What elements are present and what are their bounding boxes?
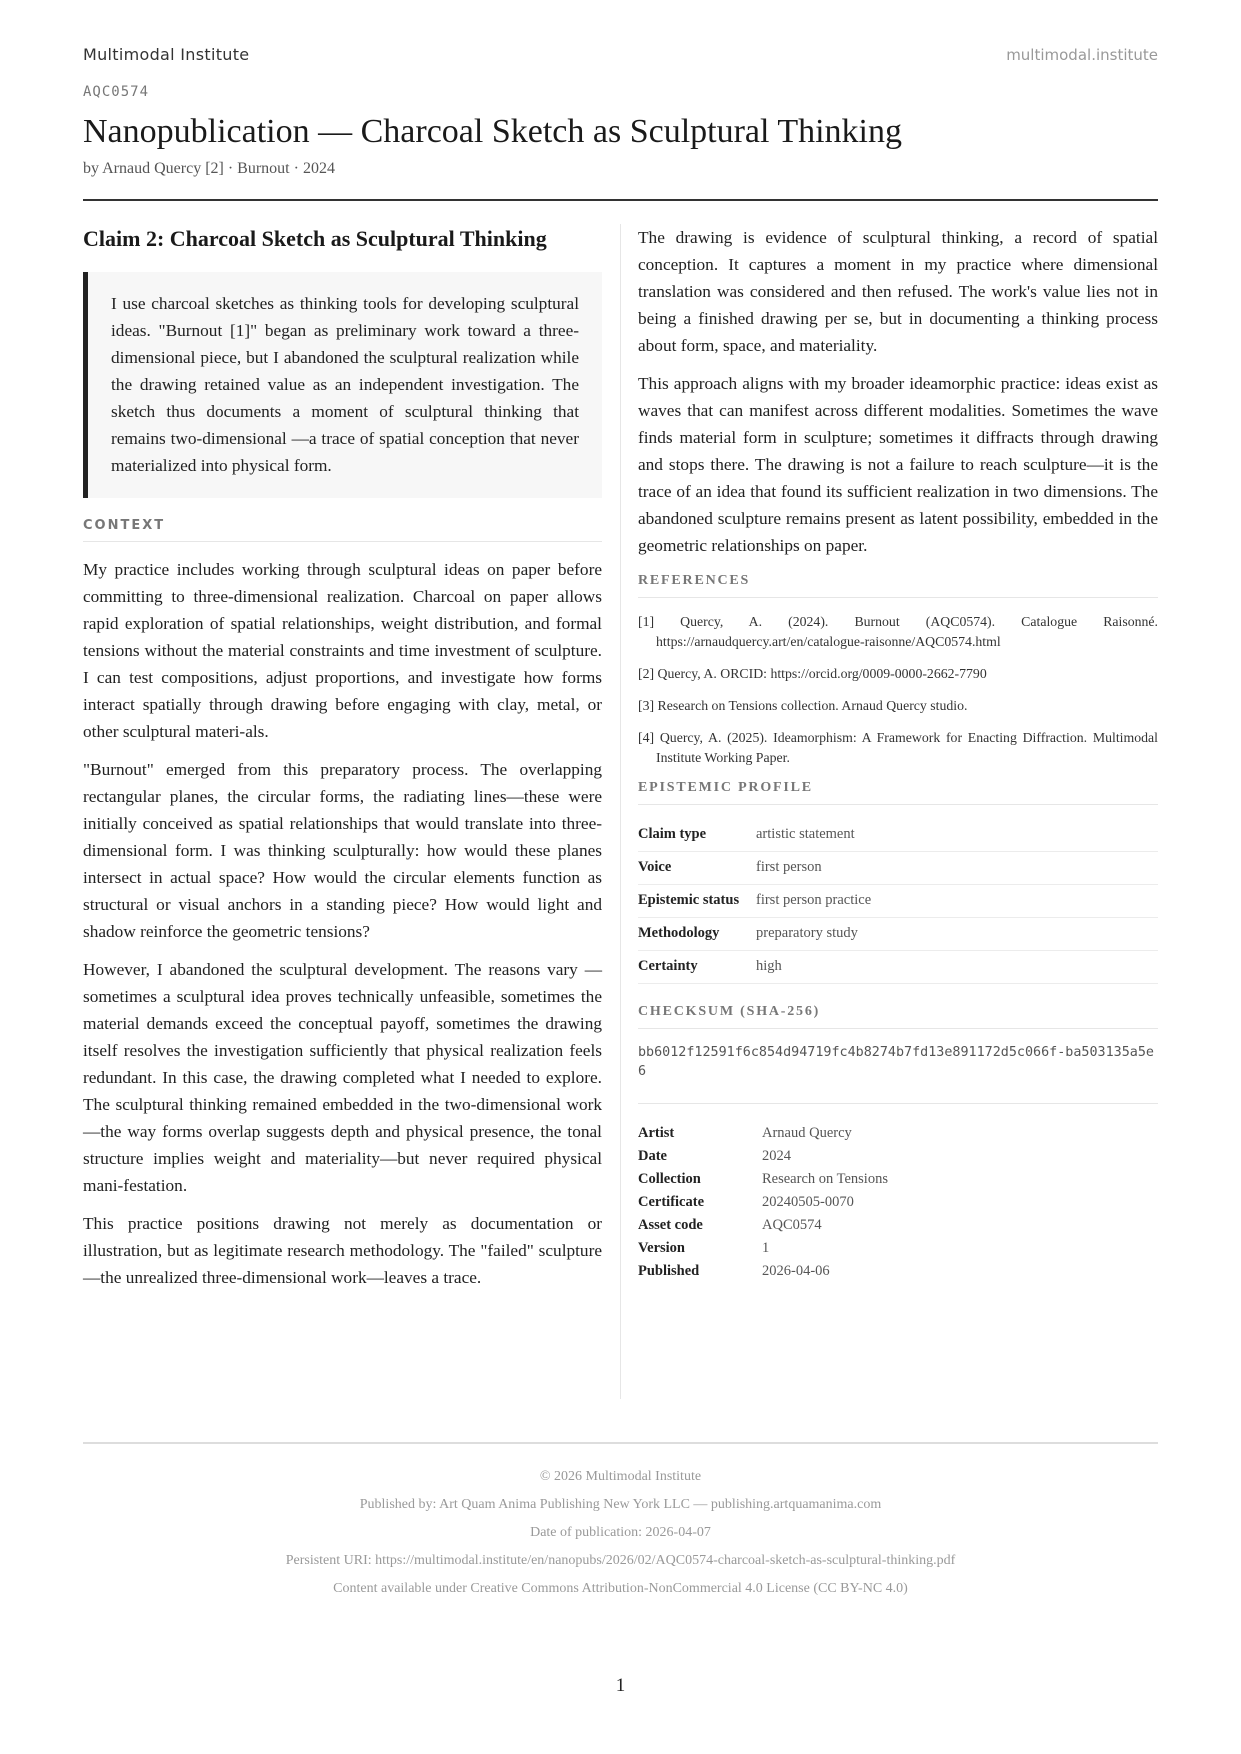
meta-value: AQC0574 xyxy=(762,1217,822,1233)
meta-key: Asset code xyxy=(638,1217,703,1233)
meta-key: Artist xyxy=(638,1125,675,1141)
epistemic-profile-label: EPISTEMIC PROFILE xyxy=(638,780,1158,805)
meta-value: 2026-04-06 xyxy=(762,1263,830,1279)
footer xyxy=(83,1463,1158,1603)
left-column xyxy=(83,224,602,1302)
meta-key: Date xyxy=(638,1148,667,1164)
right-column xyxy=(638,224,1158,1283)
context-paragraph: My practice includes working through sculptural ideas on paper before committing to three-dimensional realization. Charcoal on paper allows rapid exploration of spatial relationships, weight distribution, and formal tensions without the material constraints and time investment of sculpture. I can test compositions, adjust proportions, and investigate how forms interact spatially through drawing before engaging with clay, metal, or other sculptural materi-als. xyxy=(83,560,602,741)
meta-key: Version xyxy=(638,1240,685,1256)
table-row xyxy=(638,885,1158,918)
meta-key: Published xyxy=(638,1263,700,1279)
table-row xyxy=(638,819,1158,852)
checksum-label: CHECKSUM (SHA-256) xyxy=(638,1004,1158,1029)
claim-quote: I use charcoal sketches as thinking tools for developing sculptural ideas. "Burnout [1]" began as preliminary work toward a three-dimensional piece, but I abandoned the sculptural realization while the drawing retained value as an independent investigation. The sketch thus documents a moment of sculptural thinking that remains two-dimensional —a trace of spatial conception that never materialized into physical form. xyxy=(83,272,602,498)
context-paragraph: However, I abandoned the sculptural development. The reasons vary —sometimes a sculptural idea proves technically unfeasible, sometimes the material demands exceed the conceptual payoff, sometimes the drawing itself resolves the investigation sufficiently that physical realization feels redundant. In this case, the drawing completed what I needed to explore. The sculptural thinking remained embedded in the two-dimensional work—the way forms overlap suggests depth and physical presence, the tonal structure implies weight and materiality—but never required physical mani-festation. xyxy=(83,960,602,1195)
checksum-value: bb6012f12591f6c854d94719fc4b8274b7fd13e891172d5c066f-ba503135a5e6 xyxy=(638,1043,1158,1104)
profile-key: Epistemic status xyxy=(638,885,756,918)
document-page xyxy=(83,0,1158,1754)
meta-value: 20240505-0070 xyxy=(762,1194,854,1210)
table-row xyxy=(638,1237,1158,1260)
meta-key: Certificate xyxy=(638,1194,705,1210)
table-row xyxy=(638,1168,1158,1191)
page-number: 1 xyxy=(615,1675,626,1696)
context-paragraph: "Burnout" emerged from this preparatory process. The overlapping rectangular planes, the circular forms, the radiating lines—these were initially conceived as spatial relationships that would translate into three-dimensional form. I was thinking sculpturally: how would these planes intersect in actual space? How would the circular elements function as structural or visual anchors in a standing piece? How would light and shadow reinforce the geometric tensions? xyxy=(83,760,602,941)
profile-value: first person practice xyxy=(756,885,1158,918)
table-row xyxy=(638,1145,1158,1168)
footer-copyright: © 2026 Multimodal Institute xyxy=(539,1469,702,1484)
profile-value: preparatory study xyxy=(756,918,1158,951)
references-list xyxy=(638,612,1158,768)
footer-uri[interactable]: Persistent URI: https://multimodal.institute/en/nanopubs/2026/02/AQC0574-charcoal-sketch-as-sculptural-thinking.pdf xyxy=(285,1553,956,1568)
reference-item[interactable]: [2] Quercy, A. ORCID: https://orcid.org/0009-0000-2662-7790 xyxy=(638,666,987,681)
meta-value: Arnaud Quercy xyxy=(762,1125,852,1141)
profile-value: first person xyxy=(756,852,1158,885)
column-divider xyxy=(620,224,621,1399)
reference-item[interactable]: [1] Quercy, A. (2024). Burnout (AQC0574). Catalogue Raisonné. https://arnaudquercy.art/en/catalogue-raisonne/AQC0574.html xyxy=(638,614,1158,649)
page-title: Nanopublication — Charcoal Sketch as Sculptural Thinking xyxy=(83,113,902,150)
table-row xyxy=(638,1191,1158,1214)
context-label: CONTEXT xyxy=(83,518,602,542)
table-row xyxy=(638,951,1158,984)
reference-item: [3] Research on Tensions collection. Arnaud Quercy studio. xyxy=(638,698,968,713)
meta-key: Collection xyxy=(638,1171,701,1187)
epistemic-profile-table xyxy=(638,819,1158,984)
footer-publisher[interactable]: Published by: Art Quam Anima Publishing New York LLC — publishing.artquamanima.com xyxy=(359,1497,882,1512)
profile-value: high xyxy=(756,951,1158,984)
meta-value: 1 xyxy=(762,1240,770,1256)
site-link[interactable]: multimodal.institute xyxy=(1006,46,1158,64)
profile-key: Voice xyxy=(638,852,756,885)
table-row xyxy=(638,852,1158,885)
profile-key: Certainty xyxy=(638,951,756,984)
institute-name: Multimodal Institute xyxy=(83,45,250,64)
reference-item: [4] Quercy, A. (2025). Ideamorphism: A Framework for Enacting Diffraction. Multimodal Institute Working Paper. xyxy=(638,730,1158,765)
table-row xyxy=(638,1122,1158,1145)
profile-key: Methodology xyxy=(638,918,756,951)
context-paragraph: This approach aligns with my broader ideamorphic practice: ideas exist as waves that can manifest across different modalities. Sometimes the wave finds material form in sculpture; sometimes it diffracts through drawing and stops there. The drawing is not a failure to reach sculpture—it is the trace of an idea that found its sufficient realization in two dimensions. The abandoned sculpture remains present as latent possibility, embedded in the geometric relationships on paper. xyxy=(638,374,1158,555)
byline: by Arnaud Quercy [2] · Burnout · 2024 xyxy=(83,160,335,177)
table-row xyxy=(638,918,1158,951)
meta-value: Research on Tensions xyxy=(762,1171,888,1187)
meta-value: 2024 xyxy=(762,1148,791,1164)
profile-value: artistic statement xyxy=(756,819,1158,852)
footer-date: Date of publication: 2026-04-07 xyxy=(530,1525,711,1540)
document-code: AQC0574 xyxy=(83,84,150,100)
metadata-table xyxy=(638,1122,1158,1283)
references-label: REFERENCES xyxy=(638,573,1158,598)
table-row xyxy=(638,1260,1158,1283)
table-row xyxy=(638,1214,1158,1237)
context-paragraph: This practice positions drawing not merely as documentation or illustration, but as legitimate research methodology. The "failed" sculpture—the unrealized three-dimensional work—leaves a trace. xyxy=(83,1214,602,1287)
footer-license: Content available under Creative Commons Attribution-NonCommercial 4.0 License (CC BY-NC 4.0) xyxy=(333,1581,908,1596)
claim-title: Claim 2: Charcoal Sketch as Sculptural Thinking xyxy=(83,226,547,251)
header-divider xyxy=(83,199,1158,201)
profile-key: Claim type xyxy=(638,819,756,852)
top-bar xyxy=(83,45,1158,69)
footer-divider xyxy=(83,1442,1158,1444)
context-paragraph: The drawing is evidence of sculptural thinking, a record of spatial conception. It captures a moment in my practice where dimensional translation was considered and then refused. The work's value lies not in being a finished drawing per se, but in documenting a thinking process about form, space, and materiality. xyxy=(638,228,1158,355)
